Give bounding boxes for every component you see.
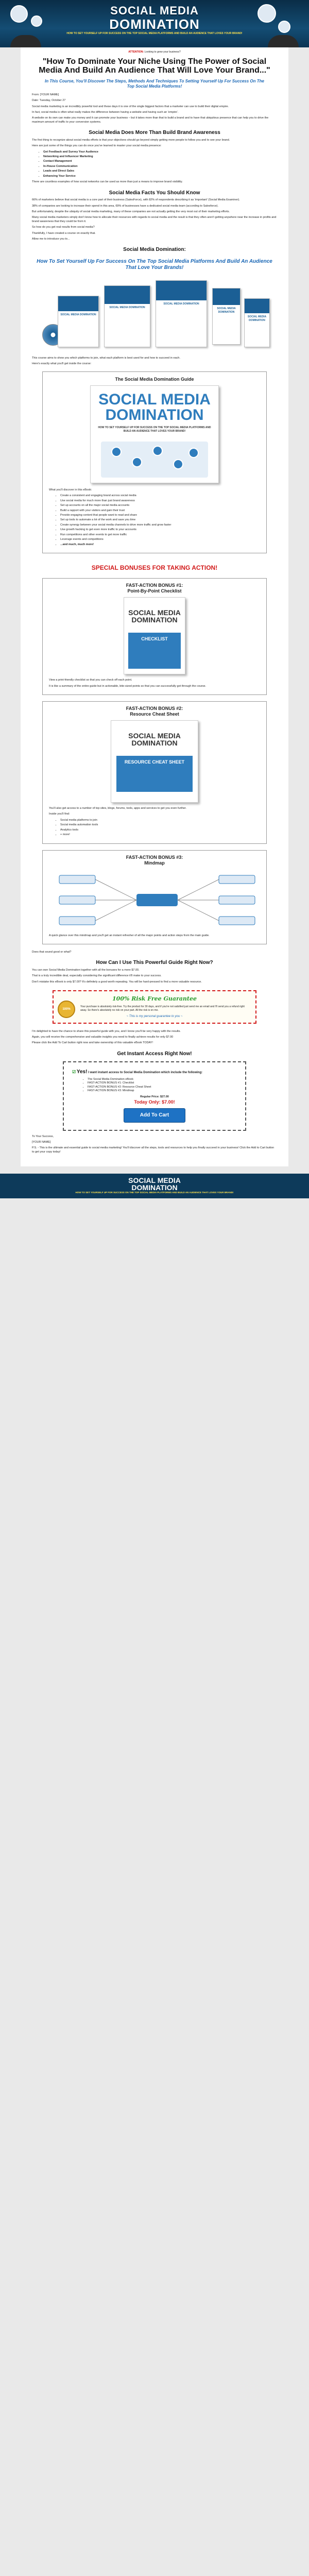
list-item: • Set up accounts on all the major social media accounts xyxy=(60,504,260,507)
add-to-cart-button[interactable]: Add To Cart xyxy=(124,1108,185,1123)
bonus-paragraph: You'll also get access to a number of top sites, blogs, forums, tools, apps and services to get you even further. xyxy=(49,807,187,810)
footer-subtitle: HOW TO SET YOURSELF UP FOR SUCCESS ON THE TOP SOCIAL MEDIA PLATFORMS AND BUILD AN AUDIENCE THAT LOVES YOUR BRAND! xyxy=(75,1191,234,1194)
list-item: • Social media automation tools xyxy=(60,823,260,827)
order-heading: Get Instant Access Right Now! xyxy=(117,1050,192,1057)
bonus-paragraph: Inside you'll find: xyxy=(49,812,70,816)
guarantee-title: 100% Risk Free Guarantee xyxy=(112,995,197,1003)
guide-title: The Social Media Domination Guide xyxy=(115,376,194,382)
letter-paragraph: A website on its own can make you money and it can promote your business – but it takes more than that to build a brand and to have that ubiquitous presence that can help you to drive the maximum amount of traffic to your conversion systems. xyxy=(32,116,269,124)
banner-title: SOCIAL MEDIA DOMINATION xyxy=(109,4,200,32)
list-item: • + more! xyxy=(60,833,260,837)
footer-title: SOCIAL MEDIA DOMINATION xyxy=(128,1176,181,1192)
mindmap-image xyxy=(49,869,265,931)
regular-price: Regular Price: $27.00 xyxy=(140,1095,169,1098)
list-item: • Provide engaging content that people want to read and share xyxy=(60,514,260,517)
guarantee-seal-icon: 100% xyxy=(58,1001,75,1018)
fact-paragraph: But unfortunately, despite the ubiquity of social media marketing, many of these companies are not actually getting the very most out of their marketing efforts. xyxy=(32,210,230,213)
bonus-paragraph: A quick glance over this mindmap and you'll get an instant refresher of all the major points and action steps from the main guide. xyxy=(49,934,210,937)
list-item: • Analytics tools xyxy=(60,828,260,832)
attention-label: ATTENTION: xyxy=(128,50,144,54)
cover-title: SOCIAL MEDIA DOMINATION xyxy=(98,391,211,423)
fact-paragraph: 38% of companies are looking to increase their spend in this area, 69% of businesses have a dedicated social media team (according to Salesforce). xyxy=(32,204,218,208)
guarantee-signature: ~ This is my personal guarantee to you ~ xyxy=(126,1014,183,1018)
closing-paragraph: I'm delighted to have the chance to share this powerful guide with you, and I know you'll be very happy with the results. xyxy=(32,1029,181,1033)
list-item: • Set up tools to automate a lot of the work and save you time xyxy=(60,518,260,522)
section-heading: How Can I Use This Powerful Guide Right Now? xyxy=(96,960,213,966)
list-item: • In-House Communication xyxy=(43,165,277,168)
today-price: Today Only: $7.00! xyxy=(134,1099,175,1105)
section-heading: Social Media Facts You Should Know xyxy=(109,190,200,196)
guide-list xyxy=(60,494,260,547)
letter-paragraph: Social media marketing is an incredibly powerful tool and these days it is one of the single biggest factors that a marketer can use to build their digital empire. xyxy=(32,105,229,108)
list-item: • Enhancing Your Service xyxy=(43,175,277,178)
list-item: • Use growth hacking to get even more traffic to your accounts xyxy=(60,528,260,532)
subheadline: In This Course, You'll Discover The Steps, Methods And Techniques To Setting Yourself Up For Success On The Top Social Media Platforms! xyxy=(45,78,264,89)
bonuses-heading: SPECIAL BONUSES FOR TAKING ACTION! xyxy=(91,564,218,571)
product-bundle-image xyxy=(32,275,277,352)
list-item: • FAST-ACTION BONUS #1: Checklist xyxy=(88,1081,237,1085)
bonus-list xyxy=(60,819,260,837)
section-paragraph: The first thing to recognize about social media efforts is that your objectives should go beyond simply getting more people to follow you and to see your brand. xyxy=(32,138,230,142)
section-heading: Social Media Does More Than Build Brand Awareness xyxy=(89,130,220,136)
list-item: • Create synergy between your social media channels to drive more traffic and grow faster xyxy=(60,523,260,527)
order-confirm: ☑ Yes! I want instant access to Social Media Domination which include the following: xyxy=(72,1069,203,1075)
list-item: • Social media platforms to join xyxy=(60,819,260,822)
attention-line xyxy=(32,47,277,56)
closing-paragraph: Please click the Add To Cart button right now and take ownership of this valuable eBook TODAY! xyxy=(32,1041,153,1045)
list-item: • Create a consistent and engaging brand across social media xyxy=(60,494,260,498)
list-item: • Networking and Influencer Marketing xyxy=(43,155,277,159)
cheatsheet-cover-image: SOCIAL MEDIA DOMINATION RESOURCE CHEAT SHEET xyxy=(111,720,198,803)
cover-art xyxy=(101,442,208,478)
product-paragraph: Here's exactly what you'll get inside the course: xyxy=(32,362,92,366)
list-item: • Use social media for much more than just brand awareness xyxy=(60,499,260,503)
guarantee-text: Your purchase is absolutely risk-free. Try the product for 30 days, and if you're not satisfied just send me an email and I'll send you a refund right away. So there's absolutely no risk on your part. All the risk is on me. xyxy=(80,1005,245,1012)
order-box xyxy=(63,1061,246,1130)
guide-cover-image xyxy=(90,385,219,483)
benefit-list xyxy=(43,150,277,179)
section-paragraph: There are countless examples of how social networks can be used as more than just a means to improve brand visibility. xyxy=(32,180,183,184)
bonus-box-1 xyxy=(42,578,267,695)
signoff-line: To Your Success, xyxy=(32,1134,54,1138)
letter-paragraph: In fact, social media is often what really makes the difference between having a website and having such an 'empire'. xyxy=(32,111,179,114)
checklist-cover-image: SOCIAL MEDIA DOMINATION CHECKLIST xyxy=(124,597,185,674)
list-item: • FAST-ACTION BONUS #2: Resource Cheat Sheet xyxy=(88,1086,237,1089)
fact-paragraph: So how do you get real results from social media? xyxy=(32,226,95,229)
closing-paragraph: Again, you will receive the comprehensive and valuable insights you need to finally achieve results for only $7.00 xyxy=(32,1036,174,1039)
question-line: Does that sound good or what? xyxy=(32,950,72,954)
order-list xyxy=(88,1078,237,1093)
product-box: SOCIAL MEDIA DOMINATION xyxy=(156,280,207,347)
list-item: • Leads and Direct Sales xyxy=(43,170,277,173)
use-paragraph: You can own Social Media Domination together with all the bonuses for a mere $7.00. xyxy=(32,968,140,972)
list-item: • Get Feedback and Survey Your Audience xyxy=(43,150,277,154)
list-item: • Build a rapport with your visitors and gain their trust xyxy=(60,509,260,513)
list-item: • The Social Media Domination eBook xyxy=(88,1078,237,1081)
banner-subtitle: HOW TO SET YOURSELF UP FOR SUCCESS ON THE TOP SOCIAL MEDIA PLATFORMS AND BUILD AN AUDIENCE THAT LOVES YOUR BRAND! xyxy=(66,32,243,35)
bonus-title: FAST-ACTION BONUS #1: Point-By-Point Checklist xyxy=(126,583,183,594)
signoff-name: [YOUR NAME] xyxy=(32,1141,51,1144)
date-line: Date: Tuesday, October 27 xyxy=(32,99,66,103)
section-paragraph: Here are just some of the things you can do once you've learned to master your social media presence: xyxy=(32,144,162,148)
bonus-box-2 xyxy=(42,701,267,844)
list-item: • Leverage events and competitions xyxy=(60,538,260,541)
product-paragraph: This course aims to show you which platforms to join, what each platform is best used for and how to succeed in each. xyxy=(32,356,180,360)
guide-intro: What you'll discover in this eBook: xyxy=(49,488,92,492)
product-box: SOCIAL MEDIA DOMINATION xyxy=(58,296,99,347)
bonus-paragraph: View a print-friendly checklist so that you can check off each point. xyxy=(49,679,132,682)
list-item: • Contact Management xyxy=(43,160,277,163)
list-item: • Run competitions and other events to get more traffic xyxy=(60,533,260,537)
list-item: • FAST-ACTION BONUS #3: Mindmap xyxy=(88,1089,237,1093)
fact-paragraph: Many social media marketers simply don't know how to allocate their resources with regards to social media and the result is that they often aren't getting anywhere near the increase in profits and brand awareness that they could be from it. xyxy=(32,216,277,223)
bonus-paragraph: It is like a summary of the entire guide but in actionable, bite-sized points so that you can successfully get through the course. xyxy=(49,684,207,688)
list-item: • ...and much, much more! xyxy=(60,543,260,547)
headline: "How To Dominate Your Niche Using The Power of Social Media And Build An Audience That Will Love Your Brand..." xyxy=(39,57,270,75)
checkbox-icon[interactable]: ☑ xyxy=(72,1070,76,1075)
guide-box xyxy=(42,371,267,553)
product-box: SOCIAL MEDIA DOMINATION xyxy=(244,298,270,347)
bonus-title: FAST-ACTION BONUS #3: Mindmap xyxy=(126,854,183,866)
ps-paragraph: P.S. - This is the ultimate and essential guide to social media marketing! You'll discover all the steps, tools and resources to help you finally succeed in your business! Click the Add to Cart button to get your copy today! xyxy=(32,1146,274,1154)
product-title: Social Media Domination: xyxy=(123,247,186,253)
cover-subtitle: HOW TO SET YOURSELF UP FOR SUCCESS ON THE TOP SOCIAL MEDIA PLATFORMS AND BUILD AN AUDIENCE THAT LOVES YOUR BRAND! xyxy=(98,426,211,433)
guarantee-box xyxy=(53,990,256,1023)
sales-page xyxy=(21,47,288,1166)
product-box: SOCIAL MEDIA DOMINATION xyxy=(212,288,241,345)
use-paragraph: Don't mistake this eBook is only $7.00? It's definitely a good worth repeating. You will be hard-pressed to find a more valuable resource. xyxy=(32,980,202,984)
fact-paragraph: Allow me to introduce you to... xyxy=(32,238,70,241)
fact-paragraph: 66% of marketers believe that social media is a core part of their business (SalesForce), with 82% of respondents describing it as 'important' (Social Media Examiner). xyxy=(32,198,240,202)
from-line: From: [YOUR NAME] xyxy=(32,93,59,96)
use-paragraph: That is a truly incredible deal, especially considering the significant difference it'll make to your success. xyxy=(32,974,162,978)
attention-text: Looking to grow your business? xyxy=(144,50,181,54)
footer-banner xyxy=(0,1174,309,1198)
fact-paragraph: Thankfully, I have created a course on exactly that. xyxy=(32,231,96,235)
header-banner xyxy=(0,0,309,47)
bonus-title: FAST-ACTION BONUS #2: Resource Cheat Sheet xyxy=(126,706,183,717)
bonus-box-3 xyxy=(42,850,267,944)
product-subtitle: How To Set Yourself Up For Success On The Top Social Media Platforms And Build An Audience That Love Your Brands! xyxy=(37,258,272,270)
product-box: SOCIAL MEDIA DOMINATION xyxy=(104,285,150,347)
